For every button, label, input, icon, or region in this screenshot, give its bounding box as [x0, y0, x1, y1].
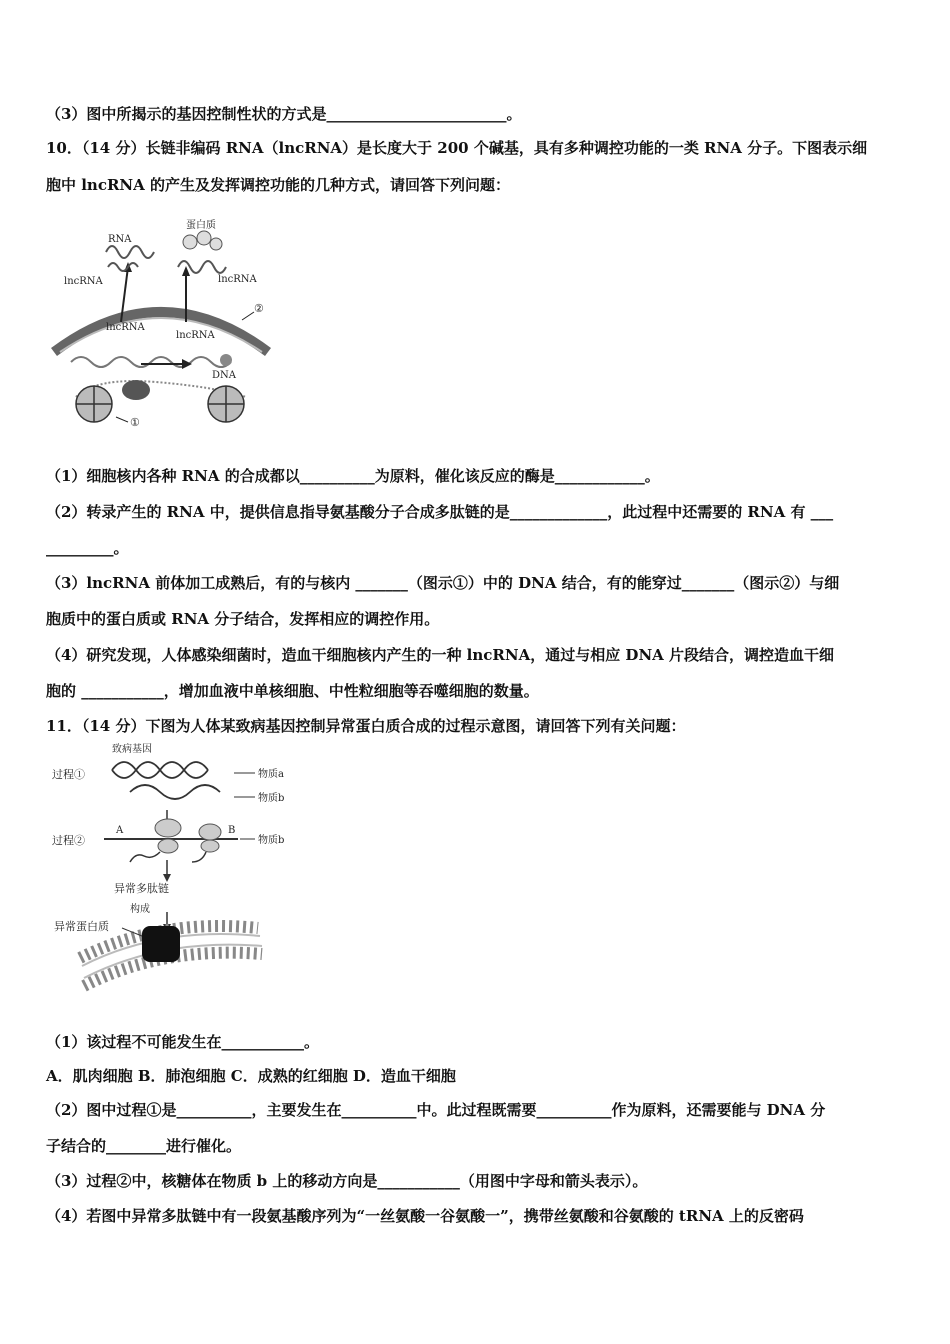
label-lncrna-right-mid: lncRNA: [176, 330, 215, 341]
q10-part3-line1: （3）lncRNA 前体加工成熟后，有的与核内 _______（图示①）中的 DNA 结合，有的能穿过_______（图示②）与细: [46, 574, 840, 592]
label-process-2: 过程②: [52, 834, 85, 847]
q11-part1: （1）该过程不可能发生在___________。: [46, 1033, 319, 1051]
label-protein: 蛋白质: [186, 220, 216, 231]
q11-options: A．肌肉细胞 B．肺泡细胞 C．成熟的红细胞 D．造血干细胞: [46, 1067, 456, 1085]
q11-stem: 11．（14 分）下图为人体某致病基因控制异常蛋白质合成的过程示意图，请回答下列有关问题：: [46, 717, 686, 735]
q10-part3-line2: 胞质中的蛋白质或 RNA 分子结合，发挥相应的调控作用。: [46, 610, 440, 628]
label-constitute: 构成: [130, 904, 150, 915]
q9-part3: （3）图中所揭示的基因控制性状的方式是________________________。: [46, 105, 522, 123]
q10-part2-line1: （2）转录产生的 RNA 中，提供信息指导氨基酸分子合成多肽链的是_____________，此过程中还需要的 RNA 有 ___: [46, 503, 834, 521]
q11-part3: （3）过程②中，核糖体在物质 b 上的移动方向是___________（用图中字母和箭头表示）。: [46, 1172, 648, 1190]
rna-squiggle: [106, 246, 154, 258]
marker-1: ①: [130, 416, 140, 429]
label-abnormal-protein: 异常蛋白质: [54, 920, 109, 933]
label-lncrna-left-top: lncRNA: [64, 276, 103, 287]
q10-lncrna-figure: [46, 212, 276, 432]
q10-stem-line2: 胞中 lncRNA 的产生及发挥调控功能的几种方式，请回答下列问题：: [46, 176, 510, 194]
ribosome-2: [199, 824, 221, 840]
marker-2: ②: [254, 302, 264, 315]
label-lncrna-left-mid: lncRNA: [106, 322, 145, 333]
polypeptide-chain: [130, 852, 160, 862]
label-rna: RNA: [108, 234, 132, 245]
label-process-1: 过程①: [52, 768, 85, 781]
label-substance-a: 物质a: [258, 769, 284, 780]
label-pathogenic-gene: 致病基因: [112, 744, 152, 755]
label-substance-b2: 物质b: [258, 835, 285, 846]
q10-part1: （1）细胞核内各种 RNA 的合成都以__________为原料，催化该反应的酶是____________。: [46, 467, 660, 485]
abnormal-protein-block: [142, 926, 180, 962]
label-substance-b1: 物质b: [258, 793, 285, 804]
label-abnormal-polypeptide: 异常多肽链: [114, 882, 169, 895]
label-lncrna-right-top: lncRNA: [218, 274, 257, 285]
q10-part4-line2: 胞的 ___________，增加血液中单核细胞、中性粒细胞等吞噬细胞的数量。: [46, 682, 539, 700]
protein-blob: [183, 235, 197, 249]
polymerase: [122, 380, 150, 400]
dna-strand: [71, 357, 231, 367]
q10-part4-line1: （4）研究发现，人体感染细菌时，造血干细胞核内产生的一种 lncRNA，通过与相应 DNA 片段结合，调控造血干细: [46, 646, 835, 664]
label-A: A: [116, 825, 124, 836]
mrna-product: [130, 785, 220, 799]
label-dna: DNA: [212, 370, 236, 381]
q11-part2-line1: （2）图中过程①是__________，主要发生在__________中。此过程既需要__________作为原料，还需要能与 DNA 分: [46, 1101, 826, 1119]
q10-part2-line2: _________。: [46, 539, 129, 557]
q10-stem-line1: 10．（14 分）长链非编码 RNA（lncRNA）是长度大于 200 个碱基，具有多种调控功能的一类 RNA 分子。下图表示细: [46, 139, 868, 157]
q11-part4: （4）若图中异常多肽链中有一段氨基酸序列为“一丝氨酸一谷氨酸一”，携带丝氨酸和谷氨酸的 tRNA 上的反密码: [46, 1207, 804, 1225]
q11-gene-expression-figure: [50, 740, 300, 1008]
q11-part2-line2: 子结合的________进行催化。: [46, 1137, 242, 1155]
ribosome-1: [155, 819, 181, 837]
label-B: B: [228, 825, 236, 836]
